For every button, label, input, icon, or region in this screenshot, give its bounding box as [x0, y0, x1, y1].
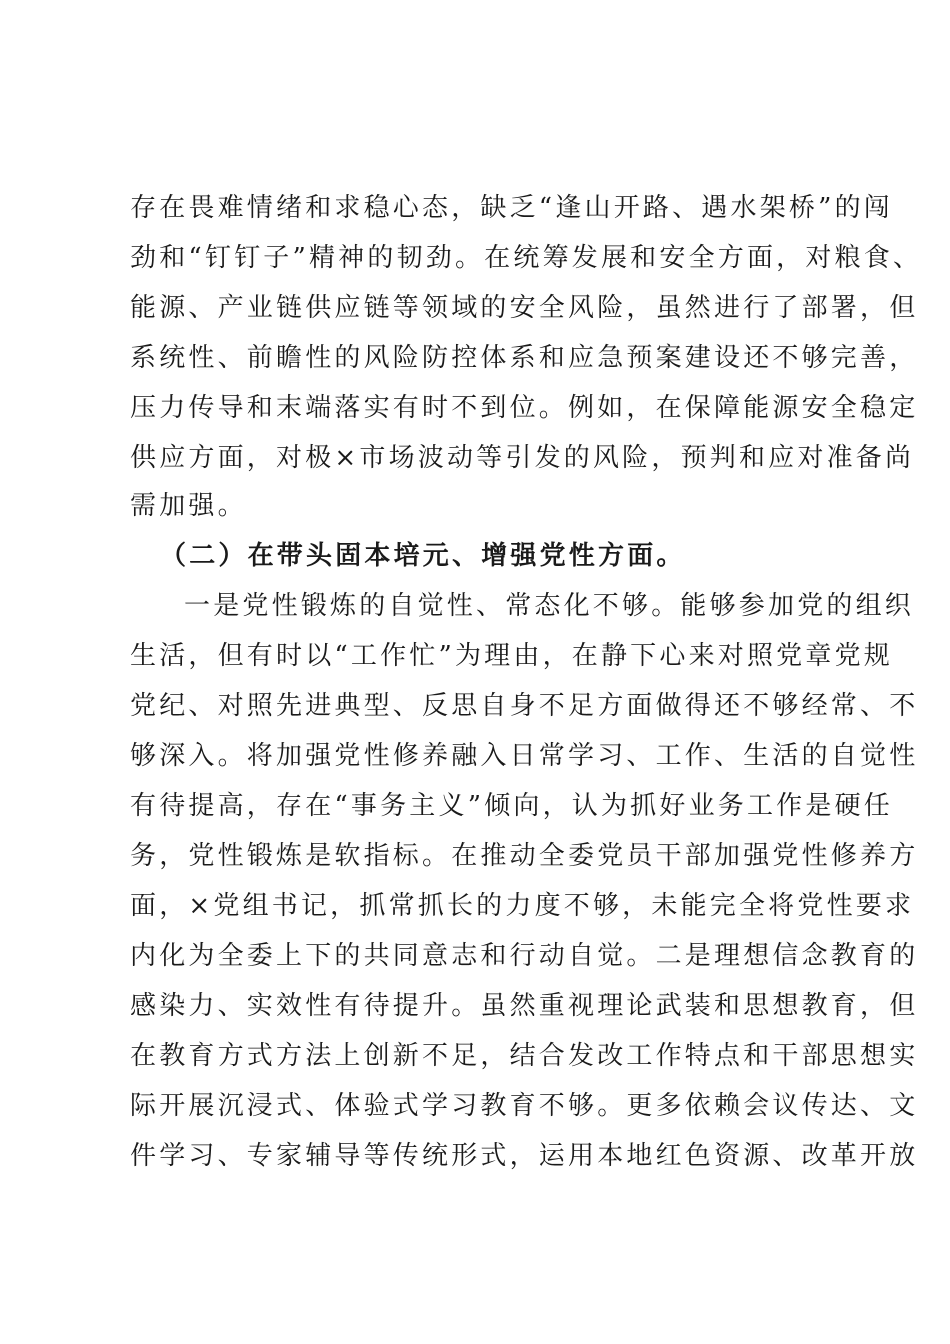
body-text-line: 生活，但有时以“工作忙”为理由，在静下心来对照党章党规 — [130, 641, 893, 671]
body-text-line: 劲和“钉钉子”精神的韧劲。在统筹发展和安全方面，对粮食、 — [130, 243, 923, 273]
body-text-line: 够深入。将加强党性修养融入日常学习、工作、生活的自觉性 — [130, 741, 919, 771]
section-heading: （二）在带头固本培元、增强党性方面。 — [160, 541, 686, 571]
body-text-line: 党纪、对照先进典型、反思自身不足方面做得还不够经常、不 — [130, 691, 919, 721]
body-text-line: 压力传导和末端落实有时不到位。例如，在保障能源安全稳定 — [130, 393, 919, 423]
body-text-line: 务，党性锻炼是软指标。在推动全委党员干部加强党性修养方 — [130, 841, 919, 871]
body-text-line: 面，×党组书记，抓常抓长的力度不够，未能完全将党性要求 — [130, 891, 915, 921]
body-text-line: 在教育方式方法上创新不足，结合发改工作特点和干部思想实 — [130, 1041, 919, 1071]
body-text-line: 感染力、实效性有待提升。虽然重视理论武装和思想教育，但 — [130, 991, 919, 1021]
body-text-line: 际开展沉浸式、体验式学习教育不够。更多依赖会议传达、文 — [130, 1091, 919, 1121]
body-text-line: 件学习、专家辅导等传统形式，运用本地红色资源、改革开放 — [130, 1141, 919, 1171]
paragraph-first-line: 一是党性锻炼的自觉性、常态化不够。能够参加党的组织 — [184, 591, 915, 621]
body-text-line: 能源、产业链供应链等领域的安全风险，虽然进行了部署，但 — [130, 293, 919, 323]
body-text-line: 内化为全委上下的共同意志和行动自觉。二是理想信念教育的 — [130, 941, 919, 971]
body-text-line: 系统性、前瞻性的风险防控体系和应急预案建设还不够完善， — [130, 343, 919, 373]
body-text-line: 需加强。 — [130, 491, 247, 521]
body-text-line: 存在畏难情绪和求稳心态，缺乏“逢山开路、遇水架桥”的闯 — [130, 193, 893, 223]
body-text-line: 供应方面，对极×市场波动等引发的风险，预判和应对准备尚 — [130, 443, 915, 473]
body-text-line: 有待提高，存在“事务主义”倾向，认为抓好业务工作是硬任 — [130, 791, 893, 821]
